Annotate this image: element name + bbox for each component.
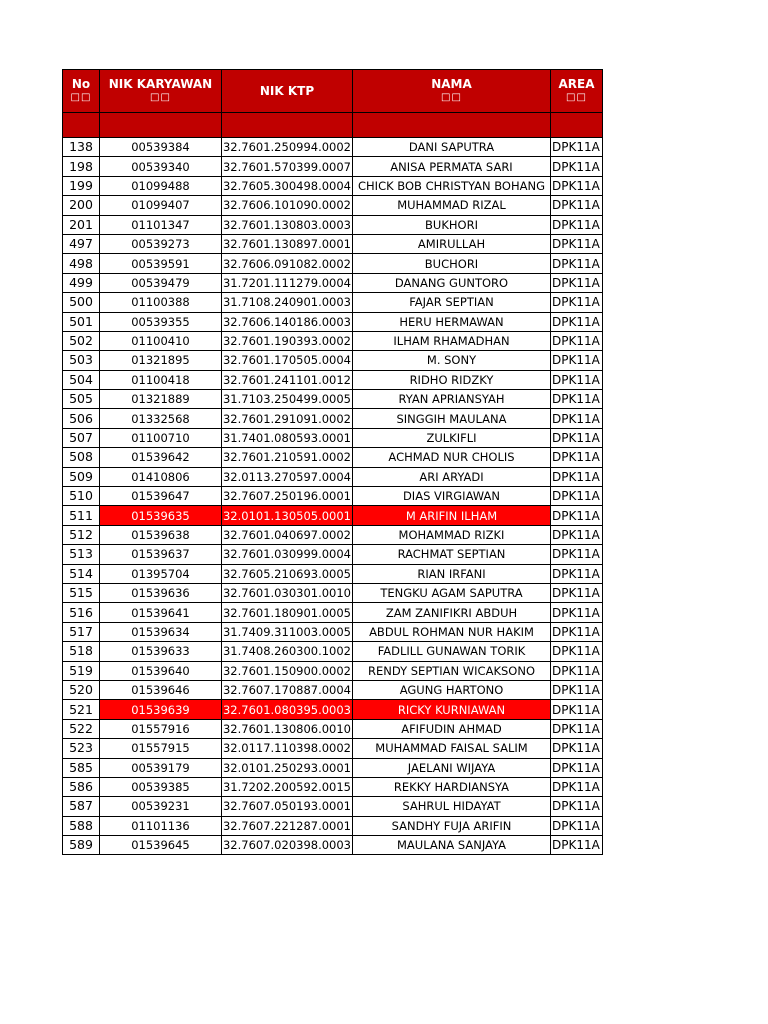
cell-area: DPK11A bbox=[551, 331, 603, 350]
cell-no: 587 bbox=[63, 797, 100, 816]
cell-nik-ktp: 32.7601.250994.0002 bbox=[222, 138, 353, 157]
cell-nama: BUKHORI bbox=[353, 215, 551, 234]
cell-nama: ZAM ZANIFIKRI ABDUH bbox=[353, 603, 551, 622]
table-row bbox=[63, 719, 603, 738]
cell-no: 498 bbox=[63, 254, 100, 273]
table-row bbox=[63, 545, 603, 564]
table-row bbox=[63, 215, 603, 234]
table-row bbox=[63, 428, 603, 447]
header-nik-karyawan bbox=[100, 70, 222, 113]
table-row bbox=[63, 390, 603, 409]
cell-nama: ACHMAD NUR CHOLIS bbox=[353, 448, 551, 467]
cell-no: 201 bbox=[63, 215, 100, 234]
cell-nik-karyawan: 01099407 bbox=[100, 196, 222, 215]
cell-nik-ktp: 32.7607.250196.0001 bbox=[222, 487, 353, 506]
header-no bbox=[63, 70, 100, 113]
header-blank-cell bbox=[63, 113, 100, 138]
table-row bbox=[63, 157, 603, 176]
cell-no: 198 bbox=[63, 157, 100, 176]
cell-area: DPK11A bbox=[551, 390, 603, 409]
table-row bbox=[63, 583, 603, 602]
cell-nik-karyawan: 01557916 bbox=[100, 719, 222, 738]
cell-no: 585 bbox=[63, 758, 100, 777]
cell-no: 521 bbox=[63, 700, 100, 719]
cell-nama: SINGGIH MAULANA bbox=[353, 409, 551, 428]
cell-nama: RYAN APRIANSYAH bbox=[353, 390, 551, 409]
cell-nik-ktp: 32.7605.210693.0005 bbox=[222, 564, 353, 583]
cell-nik-ktp: 32.0113.270597.0004 bbox=[222, 467, 353, 486]
table-row bbox=[63, 816, 603, 835]
cell-no: 507 bbox=[63, 428, 100, 447]
cell-nik-ktp: 32.7601.130806.0010 bbox=[222, 719, 353, 738]
cell-area: DPK11A bbox=[551, 758, 603, 777]
cell-nik-karyawan: 00539231 bbox=[100, 797, 222, 816]
cell-no: 512 bbox=[63, 525, 100, 544]
cell-no: 520 bbox=[63, 680, 100, 699]
cell-nik-ktp: 32.7601.291091.0002 bbox=[222, 409, 353, 428]
cell-nama: RENDY SEPTIAN WICAKSONO bbox=[353, 661, 551, 680]
cell-nama: ZULKIFLI bbox=[353, 428, 551, 447]
cell-area: DPK11A bbox=[551, 176, 603, 195]
header-blank-cell bbox=[222, 113, 353, 138]
cell-nama: AMIRULLAH bbox=[353, 234, 551, 253]
cell-area: DPK11A bbox=[551, 680, 603, 699]
cell-nik-ktp: 32.7601.241101.0012 bbox=[222, 370, 353, 389]
cell-area: DPK11A bbox=[551, 312, 603, 331]
cell-area: DPK11A bbox=[551, 525, 603, 544]
cell-nik-karyawan: 01539634 bbox=[100, 622, 222, 641]
cell-area: DPK11A bbox=[551, 622, 603, 641]
cell-nik-ktp: 32.0101.250293.0001 bbox=[222, 758, 353, 777]
header-blank-cell bbox=[551, 113, 603, 138]
cell-nik-karyawan: 01100410 bbox=[100, 331, 222, 350]
table-row bbox=[63, 564, 603, 583]
table-row bbox=[63, 487, 603, 506]
cell-area: DPK11A bbox=[551, 448, 603, 467]
header-blank-cell bbox=[100, 113, 222, 138]
table-row bbox=[63, 680, 603, 699]
cell-area: DPK11A bbox=[551, 603, 603, 622]
header-area-sub: □□ bbox=[566, 92, 587, 103]
cell-nik-karyawan: 01099488 bbox=[100, 176, 222, 195]
header-nama-label: NAMA bbox=[431, 77, 472, 91]
cell-no: 589 bbox=[63, 836, 100, 855]
cell-nik-ktp: 31.7201.111279.0004 bbox=[222, 273, 353, 292]
cell-nama: M. SONY bbox=[353, 351, 551, 370]
table-row bbox=[63, 777, 603, 796]
table-row bbox=[63, 196, 603, 215]
cell-nik-karyawan: 00539384 bbox=[100, 138, 222, 157]
header-blank-cell bbox=[353, 113, 551, 138]
table-header bbox=[63, 70, 603, 138]
table-row bbox=[63, 351, 603, 370]
cell-nik-karyawan: 00539591 bbox=[100, 254, 222, 273]
cell-nik-ktp: 32.7601.180901.0005 bbox=[222, 603, 353, 622]
header-nik-ktp-label: NIK KTP bbox=[259, 84, 315, 98]
cell-area: DPK11A bbox=[551, 409, 603, 428]
header-nama-sub: □□ bbox=[441, 92, 462, 103]
cell-no: 506 bbox=[63, 409, 100, 428]
cell-nik-karyawan: 01539640 bbox=[100, 661, 222, 680]
cell-nama: MUHAMMAD FAISAL SALIM bbox=[353, 739, 551, 758]
cell-nik-karyawan: 01539639 bbox=[100, 700, 222, 719]
cell-area: DPK11A bbox=[551, 234, 603, 253]
cell-no: 200 bbox=[63, 196, 100, 215]
cell-area: DPK11A bbox=[551, 487, 603, 506]
cell-no: 505 bbox=[63, 390, 100, 409]
cell-nik-ktp: 32.7607.050193.0001 bbox=[222, 797, 353, 816]
cell-no: 504 bbox=[63, 370, 100, 389]
cell-nik-karyawan: 01539641 bbox=[100, 603, 222, 622]
table-row bbox=[63, 739, 603, 758]
cell-nama: RICKY KURNIAWAN bbox=[353, 700, 551, 719]
cell-nik-karyawan: 00539355 bbox=[100, 312, 222, 331]
header-no-sub: □□ bbox=[70, 92, 92, 103]
cell-nama: JAELANI WIJAYA bbox=[353, 758, 551, 777]
cell-area: DPK11A bbox=[551, 700, 603, 719]
cell-area: DPK11A bbox=[551, 215, 603, 234]
cell-nik-ktp: 32.0117.110398.0002 bbox=[222, 739, 353, 758]
cell-nik-ktp: 32.7606.101090.0002 bbox=[222, 196, 353, 215]
cell-nik-karyawan: 01101347 bbox=[100, 215, 222, 234]
header-area bbox=[551, 70, 603, 113]
cell-nik-ktp: 32.7601.210591.0002 bbox=[222, 448, 353, 467]
cell-nama: ABDUL ROHMAN NUR HAKIM bbox=[353, 622, 551, 641]
cell-area: DPK11A bbox=[551, 739, 603, 758]
cell-area: DPK11A bbox=[551, 836, 603, 855]
cell-nama: MUHAMMAD RIZAL bbox=[353, 196, 551, 215]
cell-nama: FAJAR SEPTIAN bbox=[353, 293, 551, 312]
cell-no: 138 bbox=[63, 138, 100, 157]
table-row bbox=[63, 138, 603, 157]
cell-nik-karyawan: 01410806 bbox=[100, 467, 222, 486]
cell-nama: RIAN IRFANI bbox=[353, 564, 551, 583]
cell-nama: SAHRUL HIDAYAT bbox=[353, 797, 551, 816]
cell-nik-karyawan: 01539633 bbox=[100, 642, 222, 661]
cell-no: 497 bbox=[63, 234, 100, 253]
cell-nama: MAULANA SANJAYA bbox=[353, 836, 551, 855]
table-row bbox=[63, 467, 603, 486]
cell-area: DPK11A bbox=[551, 816, 603, 835]
cell-nik-ktp: 31.7108.240901.0003 bbox=[222, 293, 353, 312]
cell-area: DPK11A bbox=[551, 545, 603, 564]
cell-nik-karyawan: 01395704 bbox=[100, 564, 222, 583]
cell-area: DPK11A bbox=[551, 642, 603, 661]
cell-no: 503 bbox=[63, 351, 100, 370]
cell-area: DPK11A bbox=[551, 254, 603, 273]
cell-nama: DIAS VIRGIAWAN bbox=[353, 487, 551, 506]
cell-area: DPK11A bbox=[551, 564, 603, 583]
table-row bbox=[63, 176, 603, 195]
cell-nik-karyawan: 01101136 bbox=[100, 816, 222, 835]
cell-area: DPK11A bbox=[551, 583, 603, 602]
cell-nama: CHICK BOB CHRISTYAN BOHANG bbox=[353, 176, 551, 195]
cell-no: 508 bbox=[63, 448, 100, 467]
cell-area: DPK11A bbox=[551, 777, 603, 796]
cell-nik-ktp: 32.7601.170505.0004 bbox=[222, 351, 353, 370]
header-nama bbox=[353, 70, 551, 113]
cell-area: DPK11A bbox=[551, 506, 603, 525]
cell-no: 501 bbox=[63, 312, 100, 331]
cell-nik-karyawan: 01539645 bbox=[100, 836, 222, 855]
table-row bbox=[63, 448, 603, 467]
cell-nik-ktp: 32.7607.221287.0001 bbox=[222, 816, 353, 835]
cell-no: 500 bbox=[63, 293, 100, 312]
cell-area: DPK11A bbox=[551, 273, 603, 292]
table-row bbox=[63, 622, 603, 641]
table-row bbox=[63, 506, 603, 525]
cell-nama: AFIFUDIN AHMAD bbox=[353, 719, 551, 738]
header-row bbox=[63, 70, 603, 113]
cell-no: 518 bbox=[63, 642, 100, 661]
cell-no: 199 bbox=[63, 176, 100, 195]
cell-nik-karyawan: 01539646 bbox=[100, 680, 222, 699]
table-row bbox=[63, 700, 603, 719]
header-nik-karyawan-label: NIK KARYAWAN bbox=[108, 77, 213, 91]
cell-nik-karyawan: 01100418 bbox=[100, 370, 222, 389]
cell-nama: ANISA PERMATA SARI bbox=[353, 157, 551, 176]
cell-nik-karyawan: 00539340 bbox=[100, 157, 222, 176]
cell-nik-karyawan: 01321889 bbox=[100, 390, 222, 409]
header-no-label: No bbox=[71, 77, 91, 91]
cell-nik-ktp: 31.7401.080593.0001 bbox=[222, 428, 353, 447]
table-row bbox=[63, 836, 603, 855]
cell-nik-ktp: 32.7606.091082.0002 bbox=[222, 254, 353, 273]
table-row bbox=[63, 312, 603, 331]
table-row bbox=[63, 293, 603, 312]
cell-nik-karyawan: 01539647 bbox=[100, 487, 222, 506]
cell-no: 509 bbox=[63, 467, 100, 486]
cell-nik-ktp: 32.7601.190393.0002 bbox=[222, 331, 353, 350]
cell-nik-karyawan: 01539638 bbox=[100, 525, 222, 544]
cell-nama: FADLILL GUNAWAN TORIK bbox=[353, 642, 551, 661]
cell-area: DPK11A bbox=[551, 428, 603, 447]
cell-nik-ktp: 31.7408.260300.1002 bbox=[222, 642, 353, 661]
cell-no: 588 bbox=[63, 816, 100, 835]
cell-nik-karyawan: 01539642 bbox=[100, 448, 222, 467]
table-row bbox=[63, 254, 603, 273]
cell-nama: ILHAM RHAMADHAN bbox=[353, 331, 551, 350]
cell-nik-ktp: 32.7606.140186.0003 bbox=[222, 312, 353, 331]
table-row bbox=[63, 331, 603, 350]
cell-nama: AGUNG HARTONO bbox=[353, 680, 551, 699]
cell-nik-karyawan: 01539635 bbox=[100, 506, 222, 525]
cell-nama: RIDHO RIDZKY bbox=[353, 370, 551, 389]
cell-no: 515 bbox=[63, 583, 100, 602]
cell-nik-ktp: 32.7607.170887.0004 bbox=[222, 680, 353, 699]
cell-no: 517 bbox=[63, 622, 100, 641]
cell-nik-ktp: 32.7601.130897.0001 bbox=[222, 234, 353, 253]
cell-area: DPK11A bbox=[551, 293, 603, 312]
cell-nama: MOHAMMAD RIZKI bbox=[353, 525, 551, 544]
cell-nama: BUCHORI bbox=[353, 254, 551, 273]
cell-nama: ARI ARYADI bbox=[353, 467, 551, 486]
cell-no: 519 bbox=[63, 661, 100, 680]
cell-nik-ktp: 32.7601.150900.0002 bbox=[222, 661, 353, 680]
cell-area: DPK11A bbox=[551, 467, 603, 486]
cell-nama: DANI SAPUTRA bbox=[353, 138, 551, 157]
cell-nik-karyawan: 00539179 bbox=[100, 758, 222, 777]
cell-no: 586 bbox=[63, 777, 100, 796]
cell-nik-ktp: 32.7601.080395.0003 bbox=[222, 700, 353, 719]
cell-no: 511 bbox=[63, 506, 100, 525]
cell-nik-ktp: 32.7601.030301.0010 bbox=[222, 583, 353, 602]
cell-nik-karyawan: 01100388 bbox=[100, 293, 222, 312]
cell-nik-ktp: 32.7601.040697.0002 bbox=[222, 525, 353, 544]
table-row bbox=[63, 234, 603, 253]
cell-no: 523 bbox=[63, 739, 100, 758]
cell-nik-ktp: 31.7202.200592.0015 bbox=[222, 777, 353, 796]
cell-nik-karyawan: 00539479 bbox=[100, 273, 222, 292]
cell-nik-karyawan: 01332568 bbox=[100, 409, 222, 428]
cell-area: DPK11A bbox=[551, 196, 603, 215]
cell-nama: REKKY HARDIANSYA bbox=[353, 777, 551, 796]
cell-area: DPK11A bbox=[551, 797, 603, 816]
table-row bbox=[63, 603, 603, 622]
cell-no: 513 bbox=[63, 545, 100, 564]
cell-nama: TENGKU AGAM SAPUTRA bbox=[353, 583, 551, 602]
cell-area: DPK11A bbox=[551, 719, 603, 738]
header-nik-ktp bbox=[222, 70, 353, 113]
cell-nama: DANANG GUNTORO bbox=[353, 273, 551, 292]
cell-nik-ktp: 32.0101.130505.0001 bbox=[222, 506, 353, 525]
cell-area: DPK11A bbox=[551, 157, 603, 176]
table-row bbox=[63, 273, 603, 292]
cell-nama: HERU HERMAWAN bbox=[353, 312, 551, 331]
cell-area: DPK11A bbox=[551, 351, 603, 370]
table-row bbox=[63, 525, 603, 544]
table-row bbox=[63, 661, 603, 680]
cell-no: 499 bbox=[63, 273, 100, 292]
header-nik-karyawan-sub: □□ bbox=[150, 92, 171, 103]
table-row bbox=[63, 758, 603, 777]
table-row bbox=[63, 409, 603, 428]
cell-area: DPK11A bbox=[551, 661, 603, 680]
cell-nik-ktp: 31.7103.250499.0005 bbox=[222, 390, 353, 409]
employee-table bbox=[62, 69, 603, 855]
cell-no: 522 bbox=[63, 719, 100, 738]
cell-nik-karyawan: 00539273 bbox=[100, 234, 222, 253]
table-body bbox=[63, 138, 603, 855]
cell-nik-karyawan: 01557915 bbox=[100, 739, 222, 758]
cell-nik-karyawan: 00539385 bbox=[100, 777, 222, 796]
cell-nama: M ARIFIN ILHAM bbox=[353, 506, 551, 525]
cell-nik-ktp: 32.7607.020398.0003 bbox=[222, 836, 353, 855]
cell-area: DPK11A bbox=[551, 370, 603, 389]
cell-nik-ktp: 32.7601.570399.0007 bbox=[222, 157, 353, 176]
cell-no: 502 bbox=[63, 331, 100, 350]
cell-no: 516 bbox=[63, 603, 100, 622]
cell-nama: SANDHY FUJA ARIFIN bbox=[353, 816, 551, 835]
table-row bbox=[63, 370, 603, 389]
header-blank-row bbox=[63, 113, 603, 138]
cell-nik-ktp: 32.7601.130803.0003 bbox=[222, 215, 353, 234]
cell-nik-ktp: 32.7605.300498.0004 bbox=[222, 176, 353, 195]
cell-nik-karyawan: 01100710 bbox=[100, 428, 222, 447]
cell-nik-karyawan: 01321895 bbox=[100, 351, 222, 370]
header-area-label: AREA bbox=[558, 77, 595, 91]
cell-nama: RACHMAT SEPTIAN bbox=[353, 545, 551, 564]
cell-nik-karyawan: 01539636 bbox=[100, 583, 222, 602]
cell-nik-ktp: 32.7601.030999.0004 bbox=[222, 545, 353, 564]
cell-no: 510 bbox=[63, 487, 100, 506]
table-row bbox=[63, 797, 603, 816]
cell-nik-karyawan: 01539637 bbox=[100, 545, 222, 564]
cell-no: 514 bbox=[63, 564, 100, 583]
cell-nik-ktp: 31.7409.311003.0005 bbox=[222, 622, 353, 641]
cell-area: DPK11A bbox=[551, 138, 603, 157]
table-row bbox=[63, 642, 603, 661]
